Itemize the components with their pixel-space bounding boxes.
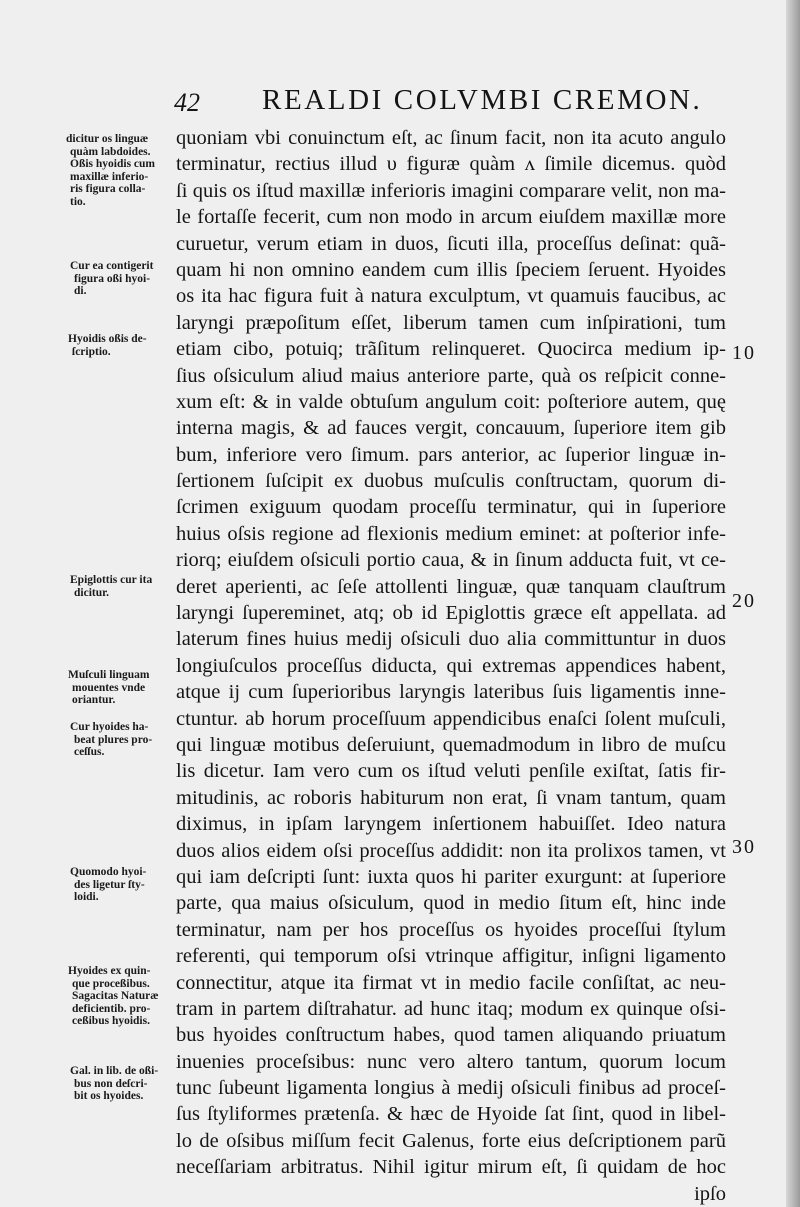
note-line: ſcriptio. bbox=[72, 345, 111, 358]
note-line: loidi. bbox=[74, 891, 99, 903]
text-line: interna magis, & ad fauces vergit, concauum, ſuperiore item gib bbox=[176, 417, 726, 440]
note-line: Epiglottis cur ita bbox=[70, 574, 153, 586]
note-line: dicitur. bbox=[74, 586, 110, 599]
text-line: laryngi ſupereminet, atq; ob id Epiglottis græce eſt appellata. ad bbox=[176, 602, 726, 625]
note-line: Cur ea contigerit bbox=[70, 260, 154, 272]
note-line: Oßis hyoidis cum bbox=[70, 158, 155, 170]
text-line: ſcrimen exiguum quodam proceſſu terminatur, qui in ſuperiore bbox=[176, 496, 726, 519]
line-number: 30 bbox=[732, 836, 756, 858]
marginal-note bbox=[70, 1065, 170, 1103]
text-line: quoniam vbi conuinctum eſt, ac ſinum facit, non ita acuto angulo bbox=[176, 127, 726, 149]
text-line: quam hi non omnino eandem cum illis ſpeciem ſeruent. Hyoides bbox=[176, 258, 726, 281]
scan-page-edge bbox=[786, 0, 800, 1207]
text-line: ſius oſsiculum aliud maius anteriore parte, quà os reſpicit conne- bbox=[176, 364, 726, 387]
note-line: des ligetur ſty- bbox=[74, 878, 145, 891]
text-line: atque ij cum ſuperioribus laryngis lateribus ſuis ligamentis inne- bbox=[176, 681, 726, 704]
note-line: Muſculi linguam bbox=[68, 669, 150, 681]
marginal-note bbox=[70, 574, 170, 599]
marginal-note bbox=[70, 721, 170, 759]
marginal-notes bbox=[0, 0, 170, 1207]
text-line: qui linguæ motibus deſeruiunt, quemadmodum in libro de muſcu bbox=[176, 733, 726, 756]
text-line: qui iam deſcripti ſunt: iuxta quos hi pariter exurgunt: at ſuperiore bbox=[176, 865, 726, 888]
text-line: referenti, qui temporum oſsi vtrinque affigitur, inſigni ligamento bbox=[176, 945, 726, 968]
text-line: duos alios eidem oſsi proceſſus addidit: non ita prolixos tamen, vt bbox=[176, 839, 726, 862]
text-line: parte, qua maius oſsiculum, quod in medio ſitum eſt, hinc inde bbox=[176, 892, 726, 915]
text-line: le fortaſſe fecerit, cum non modo in arcum eiuſdem maxillæ more bbox=[176, 206, 726, 229]
text-line: longiuſculos proceſſus diducta, qui extremas appendices habent, bbox=[176, 654, 726, 677]
note-line: Sagacitas Naturæ bbox=[72, 990, 159, 1002]
text-line: ſertionem ſuſcipit ex duobus muſculis conſtructam, quorum di- bbox=[176, 470, 726, 493]
text-line: inuenies proceſsibus: nunc vero altero tantum, quorum locum bbox=[176, 1050, 726, 1073]
text-line: deret aperienti, ac ſeſe attollenti linguæ, quæ tanquam clauſtrum bbox=[176, 575, 726, 598]
text-line: terminatur, rectius illud υ figuræ quàm ʌ ſimile dicemus. quòd bbox=[176, 153, 726, 176]
text-line: neceſſariam arbitratus. Nihil igitur mirum eſt, ſi quidam de hoc bbox=[176, 1156, 726, 1179]
text-line: lis dicetur. Iam vero cum os iſtud veluti penſile exiſtat, ſatis fir- bbox=[176, 760, 726, 783]
text-line: ctuntur. ab horum proceſſuum appendicibus enaſci ſolent muſculi, bbox=[176, 707, 726, 730]
text-line: bus hyoides conſtructum habes, quod tamen aliquando priuatum bbox=[176, 1024, 726, 1047]
running-title: REALDI COLVMBI CREMON. bbox=[262, 84, 703, 116]
text-line: laterum fines huius medij oſsiculi duo alia committuntur in duos bbox=[176, 628, 726, 651]
text-line: huius oſsis regione ad flexionis medium eminet: at poſterior infe- bbox=[176, 522, 726, 545]
text-line: connectitur, atque ita firmat vt in medio facile conſiſtat, ac neu- bbox=[176, 971, 726, 994]
text-line: curuetur, verum etiam in duos, ſicuti illa, proceſſus deſinat: quã- bbox=[176, 232, 726, 255]
marginal-note bbox=[70, 260, 170, 298]
note-line: deficientib. pro- bbox=[72, 1002, 151, 1015]
text-line: lo de oſsibus miſſum fecit Galenus, forte eius deſcriptionem parũ bbox=[176, 1129, 726, 1152]
note-line: Quomodo hyoi- bbox=[70, 866, 147, 878]
main-text bbox=[176, 125, 726, 1207]
note-line: Hyoides ex quin- bbox=[68, 965, 151, 977]
note-line: ris figura colla- bbox=[70, 183, 146, 195]
note-line: bit os hyoides. bbox=[74, 1090, 144, 1102]
marginal-note bbox=[70, 866, 170, 904]
text-line: xum eſt: & in valde obtuſum angulum coit: poſteriore autem, quę bbox=[176, 390, 726, 413]
text-line: ſi quis os iſtud maxillæ inferioris imagini comparare velit, non ma- bbox=[176, 179, 726, 202]
page-number: 42 bbox=[174, 88, 200, 117]
text-line: os ita hac figura fuit à natura exculptum, vt quamuis faucibus, ac bbox=[176, 285, 726, 308]
note-line: Hyoidis oßis de- bbox=[68, 333, 147, 345]
line-number: 10 bbox=[732, 342, 756, 364]
note-line: que proceßibus. bbox=[72, 977, 150, 990]
text-line: terminatur, nam per hos proceſſus os hyoides proceſſui ſtylum bbox=[176, 918, 726, 941]
line-number: 20 bbox=[732, 590, 756, 612]
text-line: etiam cibo, potuiq; trãſitum relinqueret. Quocirca medium ip- bbox=[176, 338, 726, 361]
marginal-note bbox=[68, 333, 168, 358]
marginal-note bbox=[68, 669, 168, 707]
note-line: mouentes vnde bbox=[72, 681, 146, 694]
note-line: dicitur os linguæ bbox=[66, 133, 149, 145]
marginal-note bbox=[66, 133, 166, 208]
text-line: diximus, in ipſam laryngem inſertionem habuiſſet. Ideo natura bbox=[176, 813, 726, 836]
note-line: Cur hyoides ha- bbox=[70, 721, 149, 733]
note-line: di. bbox=[74, 285, 87, 297]
note-line: quàm labdoides. bbox=[70, 145, 151, 158]
marginal-note bbox=[68, 965, 168, 1028]
text-line: riorq; eiuſdem oſsiculi portio caua, & in ſinum adducta fuit, vt ce- bbox=[176, 549, 726, 572]
note-line: oriantur. bbox=[72, 694, 116, 706]
text-line: mitudinis, ac roboris habiturum non erat, ſi vnam tantum, quam bbox=[176, 786, 726, 809]
catchword: ipſo bbox=[694, 1182, 726, 1205]
note-line: tio. bbox=[70, 195, 86, 208]
text-line: ſus ſtyliformes prætenſa. & hæc de Hyoide ſat ſint, quod in libel- bbox=[176, 1103, 726, 1126]
note-line: beat plures pro- bbox=[74, 733, 153, 746]
text-line: laryngi præpoſitum eſſet, liberum tamen cum inſpirationi, tum bbox=[176, 311, 726, 334]
note-line: ceſſus. bbox=[74, 746, 105, 758]
text-line: tunc ſubeunt ligamenta longius à medij oſsiculi finibus ad proceſ- bbox=[176, 1077, 726, 1100]
text-line: tram in partem diſtrahatur. ad hunc itaq; modum ex quinque oſsi- bbox=[176, 997, 726, 1020]
note-line: bus non deſcri- bbox=[74, 1077, 148, 1090]
text-line: bum, inferiore vero ſimum. pars anterior, ac ſuperior linguæ in- bbox=[176, 443, 726, 466]
note-line: Gal. in lib. de oßi- bbox=[70, 1065, 159, 1077]
note-line: ceßibus hyoidis. bbox=[72, 1015, 150, 1027]
note-line: maxillæ inferio- bbox=[70, 170, 149, 183]
note-line: figura oßi hyoi- bbox=[74, 272, 151, 285]
